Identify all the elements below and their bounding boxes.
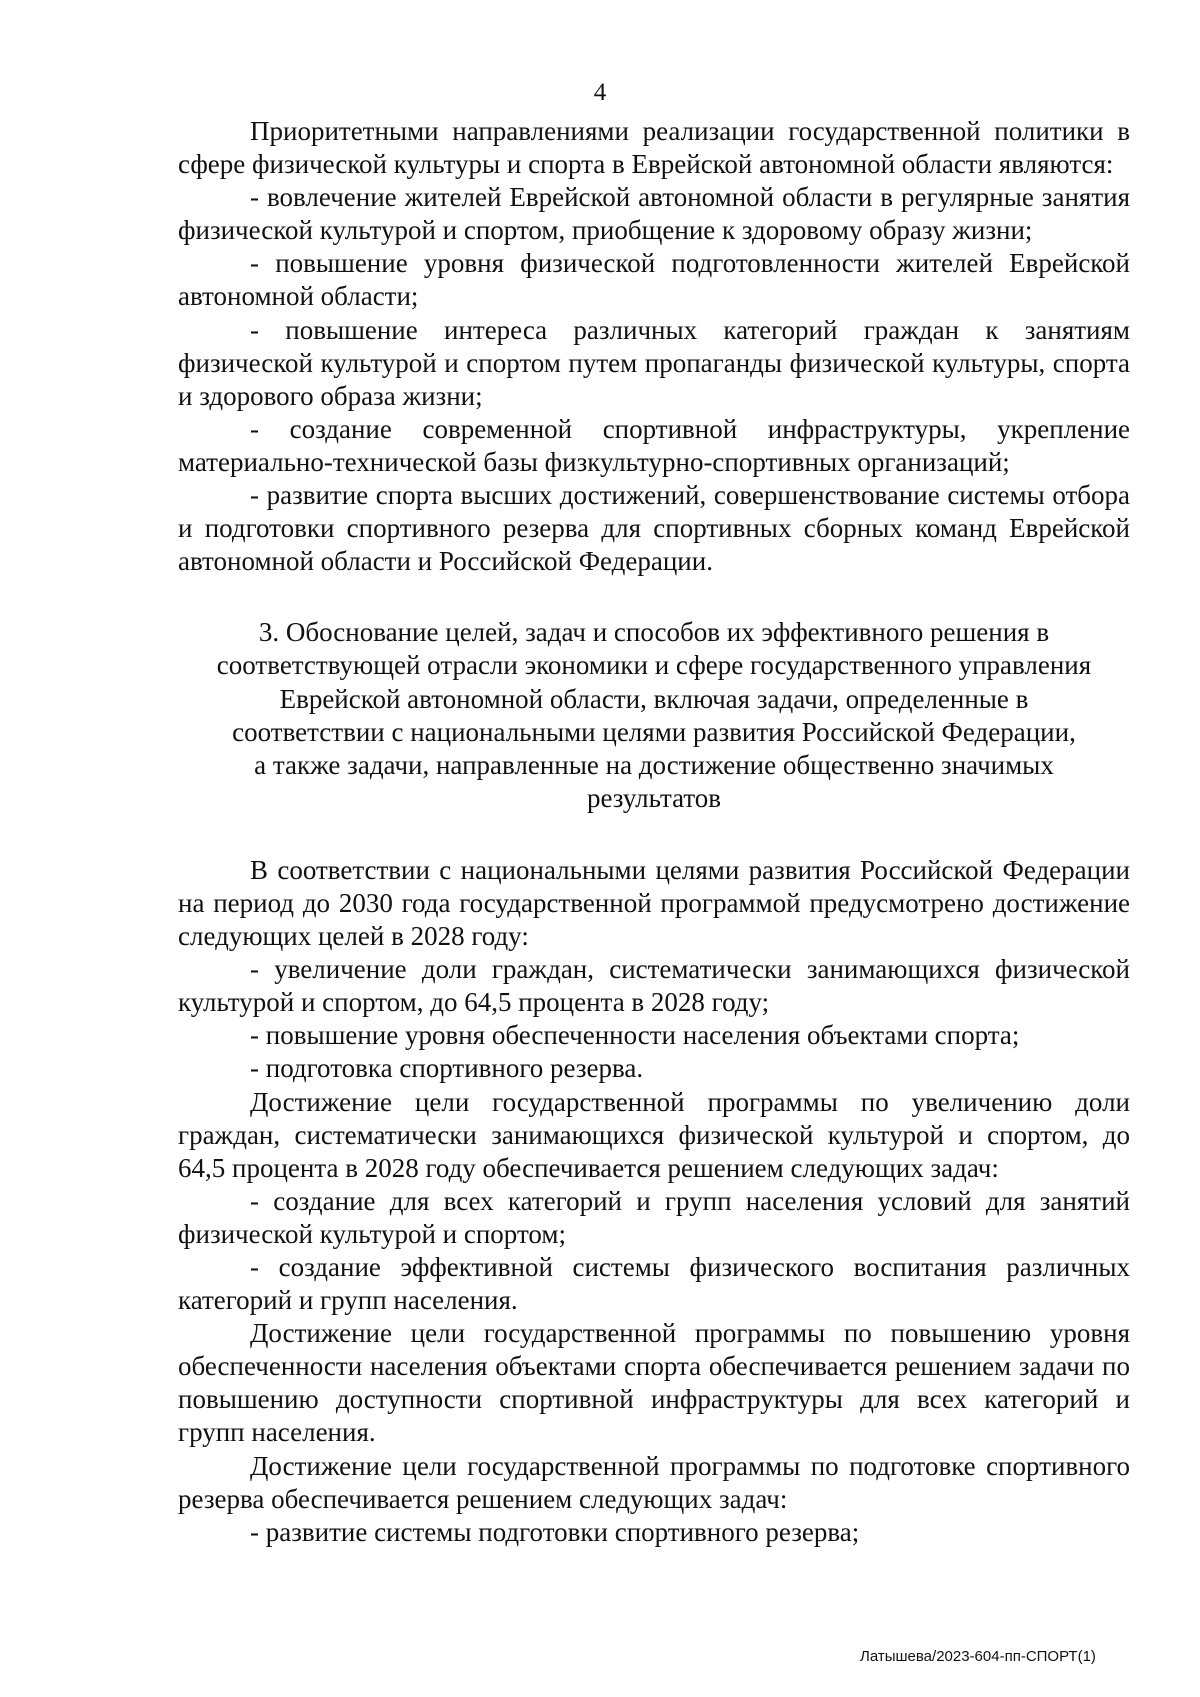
section-heading-line: соответствии с национальными целями развития Российской Федерации,: [232, 716, 1076, 747]
task-list-item: - создание эффективной системы физического воспитания различных категорий и групп населения.: [178, 1252, 1130, 1316]
intro-paragraph: Приоритетными направлениями реализации государственной политики в сфере физической культуры и спорта в Еврейской автономной области являются:: [178, 116, 1130, 180]
section-heading-line: 3. Обоснование целей, задач и способов их эффективного решения в: [258, 617, 1050, 648]
priority-list-item: - создание современной спортивной инфраструктуры, укрепление материально-технической базы физкультурно-спортивных организаций;: [178, 413, 1130, 477]
section-heading-line: результатов: [586, 782, 722, 813]
body-paragraph: Достижение цели государственной программы по увеличению доли граждан, систематически занимающихся физической культурой и спортом, до 64,5 процента в 2028 году обеспечивается решением следующих задач:: [178, 1086, 1130, 1183]
task-list-item: - создание для всех категорий и групп населения условий для занятий физической культурой и спортом;: [178, 1185, 1130, 1249]
goal-list-item: - повышение уровня обеспеченности населения объектами спорта;: [250, 1020, 1020, 1051]
priority-list-item: - развитие спорта высших достижений, совершенствование системы отбора и подготовки спортивного резерва для спортивных сборных команд Еврейской автономной области и Российской Федерации.: [178, 480, 1130, 577]
priority-list-item: - вовлечение жителей Еврейской автономной области в регулярные занятия физической культурой и спортом, приобщение к здоровому образу жизни;: [178, 182, 1130, 246]
goal-list-item: - подготовка спортивного резерва.: [250, 1053, 644, 1084]
priority-list-item: - повышение интереса различных категорий граждан к занятиям физической культурой и спортом путем пропаганды физической культуры, спорта и здорового образа жизни;: [178, 314, 1130, 411]
section-heading-line: соответствующей отрасли экономики и сфере государственного управления: [216, 650, 1092, 681]
section-heading: [178, 616, 1130, 815]
body-paragraph: Достижение цели государственной программы по повышению уровня обеспеченности населения объектами спорта обеспечивается решением задачи по повышению доступности спортивной инфраструктуры для всех категорий и групп населения.: [178, 1318, 1130, 1448]
document-code-footer: Латышева/2023-604-пп-СПОРТ(1): [860, 1648, 1096, 1665]
page-number: 4: [593, 79, 607, 106]
task-list-item: - развитие системы подготовки спортивного резерва;: [250, 1516, 860, 1547]
section-heading-line: а также задачи, направленные на достижение общественно значимых: [254, 749, 1054, 780]
body-paragraph: Достижение цели государственной программы по подготовке спортивного резерва обеспечивается решением следующих задач:: [178, 1450, 1130, 1514]
document-body: [178, 115, 1130, 1549]
section-heading-line: Еврейской автономной области, включая задачи, определенные в: [279, 683, 1029, 714]
goal-list-item: - увеличение доли граждан, систематически занимающихся физической культурой и спортом, до 64,5 процента в 2028 году;: [178, 954, 1130, 1018]
body-paragraph: В соответствии с национальными целями развития Российской Федерации на период до 2030 года государственной программой предусмотрено достижение следующих целей в 2028 году:: [178, 854, 1130, 952]
priority-list-item: - повышение уровня физической подготовленности жителей Еврейской автономной области;: [178, 248, 1130, 312]
